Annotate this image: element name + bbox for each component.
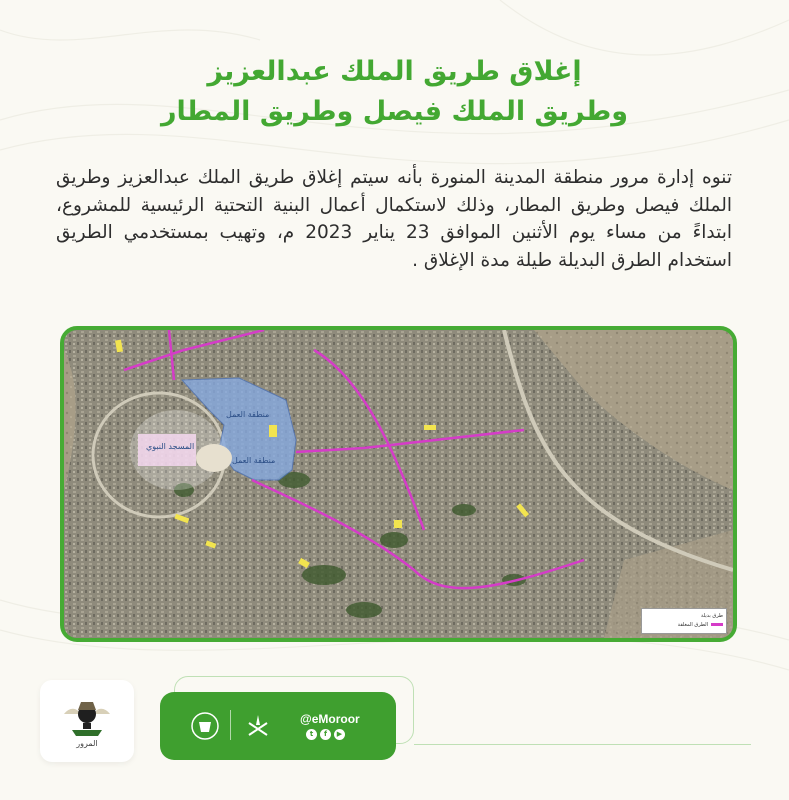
traffic-logo-card bbox=[40, 680, 134, 762]
footer-separator bbox=[230, 710, 231, 740]
title-line-1: إغلاق طريق الملك عبدالعزيز bbox=[207, 56, 582, 87]
map-legend bbox=[641, 608, 727, 634]
social-handle[interactable]: @eMoroor bbox=[300, 712, 360, 726]
closure-map bbox=[60, 326, 737, 642]
zone-label-1: منطقة العمل bbox=[226, 410, 270, 419]
social-icons bbox=[306, 729, 345, 740]
legend-row-label: الطرق المغلقة bbox=[677, 621, 708, 628]
footer-bar bbox=[160, 692, 396, 760]
youtube-icon[interactable]: ▶ bbox=[334, 729, 345, 740]
map-image bbox=[64, 330, 733, 638]
announcement-text: تنوه إدارة مرور منطقة المدينة المنورة بأنه سيتم إغلاق طريق الملك عبدالعزيز وطريق الملك فيصل وطريق المطار، وذلك لاستكمال أعمال البنية التحتية الرئيسية للمشروع، ابتداءً من مساء يوم الأثنين الموافق 23 يناير 2023 م، وتهيب بمستخدمي الطريق استخدام الطرق البديلة طيلة مدة الإغلاق . bbox=[56, 167, 732, 271]
footer-divider-line bbox=[414, 744, 751, 745]
legend-swatch bbox=[711, 623, 723, 626]
legend-title: طرق بديلة bbox=[701, 612, 723, 619]
facebook-icon[interactable]: f bbox=[320, 729, 331, 740]
saudi-emblem-icon bbox=[243, 711, 273, 741]
mosque-label: المسجد النبوي bbox=[146, 442, 195, 451]
traffic-department-emblem-icon bbox=[58, 692, 116, 750]
title-line-2: وطريق الملك فيصل وطريق المطار bbox=[160, 96, 629, 127]
twitter-icon[interactable]: t bbox=[306, 729, 317, 740]
zone-label-2: منطقة العمل bbox=[232, 456, 276, 465]
logo-caption: المرور bbox=[76, 739, 98, 748]
security-emblem-icon bbox=[190, 711, 220, 741]
page-title bbox=[0, 52, 789, 132]
